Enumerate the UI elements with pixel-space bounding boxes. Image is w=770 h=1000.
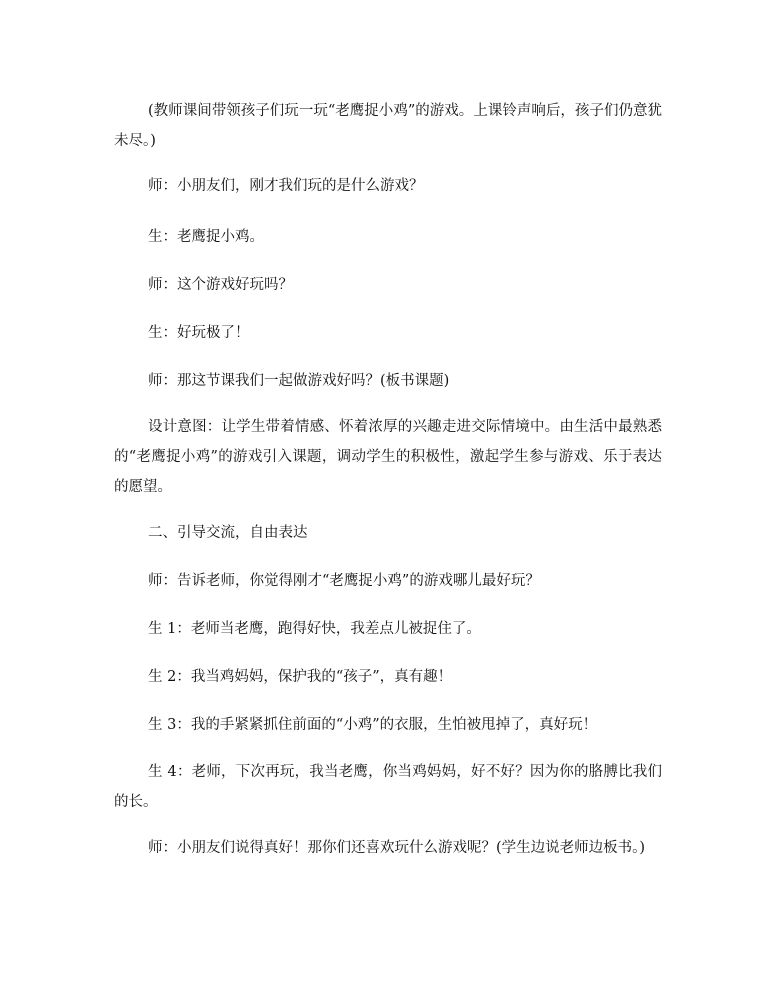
paragraph-student-2: 生 2：我当鸡妈妈，保护我的“孩子”，真有趣！: [148, 669, 453, 685]
paragraph-student-4: 生 4：老师，下次再玩，我当老鹰，你当鸡妈妈，好不好？因为你的胳膊比我们的长。: [114, 764, 662, 810]
paragraph-teacher-closing: 师：小朋友们说得真好！那你们还喜欢玩什么游戏呢？(学生边说老师边板书。): [148, 840, 646, 856]
paragraph-student-answer-1: 生：老鹰捉小鸡。: [148, 229, 264, 245]
paragraph-teacher-question-2: 师：这个游戏好玩吗？: [148, 277, 293, 293]
paragraph-student-answer-2: 生：好玩极了！: [148, 325, 250, 341]
paragraph-teacher-question-4: 师：告诉老师，你觉得刚才“老鹰捉小鸡”的游戏哪儿最好玩？: [148, 573, 540, 589]
paragraph-student-1: 生 1：老师当老鹰，跑得好快，我差点儿被捉住了。: [148, 621, 481, 637]
paragraph-teacher-question-1: 师：小朋友们，刚才我们玩的是什么游戏？: [148, 178, 424, 194]
paragraph-design-intent: 设计意图：让学生带着情感、怀着浓厚的兴趣走进交际情境中。由生活中最熟悉的“老鹰捉小鸡”的游戏引入课题，调动学生的积极性，激起学生参与游戏、乐于表达的愿望。: [114, 419, 662, 495]
paragraph-student-3: 生 3：我的手紧紧抓住前面的“小鸡”的衣服，生怕被甩掉了，真好玩！: [148, 717, 598, 733]
paragraph-intro-note: (教师课间带领孩子们玩一玩“老鹰捉小鸡”的游戏。上课铃声响后，孩子们仍意犹未尽。): [114, 103, 662, 149]
paragraph-teacher-question-3: 师：那这节课我们一起做游戏好吗？(板书课题): [148, 373, 450, 389]
section-heading: 二、引导交流，自由表达: [148, 525, 308, 541]
